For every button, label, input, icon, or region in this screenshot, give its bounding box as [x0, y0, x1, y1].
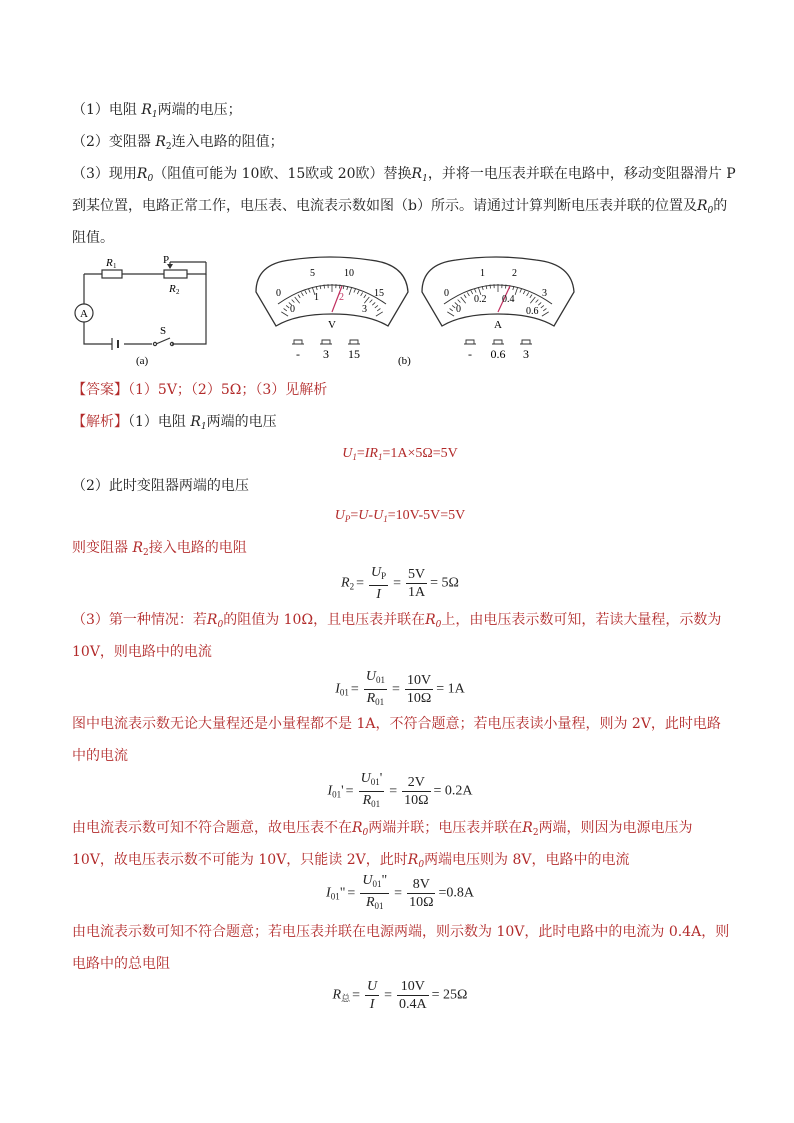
voltmeter-top-10: 10	[344, 268, 354, 279]
analysis-case1-line1: （3）第一种情况：若$R_0$的阻值为 10Ω，且电压表并联在$R_0$上，由电压表示数可知，若读大量程，示数为	[72, 612, 722, 630]
voltmeter	[256, 257, 408, 361]
voltmeter-bottom-0: 0	[290, 304, 295, 315]
ammeter-top-0: 0	[444, 288, 449, 299]
meter-tick	[475, 289, 477, 293]
meter-tick	[377, 309, 380, 311]
analysis-case3-line2: 电路中的总电阻	[72, 956, 170, 972]
equation-7: $R_总$ = $\frac{U}{I}$ = $\frac{10V}{0.4A}$ = 25Ω	[332, 979, 468, 1012]
meter-tick	[301, 292, 303, 296]
caption-a: (a)	[136, 355, 149, 367]
analysis-2: （2）此时变阻器两端的电压	[72, 478, 249, 494]
voltmeter-top-5: 5	[310, 268, 315, 279]
ammeter-top-3: 3	[542, 288, 547, 299]
meter-tick	[364, 295, 366, 298]
ammeter-bottom-0-4: 0.4	[502, 294, 515, 305]
meter-tick	[450, 309, 453, 311]
caption-b: (b)	[398, 355, 411, 367]
meter-tick	[536, 300, 539, 303]
meter-tick	[295, 297, 300, 303]
voltmeter-bottom-2: 2	[339, 292, 344, 303]
meter-tick	[543, 309, 546, 311]
voltmeter-unit: V	[328, 319, 336, 331]
voltmeter-bottom-3: 3	[362, 304, 367, 315]
question-3-line2: 到某位置，电路正常工作，电压表、电流表示数如图（b）所示。请通过计算判断电压表并联的位置及$R_0$的	[72, 198, 728, 216]
voltmeter-top-0: 0	[276, 288, 281, 299]
meter-tick	[515, 287, 518, 295]
meter-tick	[372, 302, 375, 305]
meter-tick	[523, 291, 525, 295]
meter-tick	[541, 305, 544, 308]
question-2: （2）变阻器 $R_2$连入电路的阻值；	[72, 134, 284, 152]
ammeter-terminal-0-6: 0.6	[490, 347, 506, 361]
r1-label: R	[106, 257, 113, 269]
meter-tick	[370, 300, 373, 303]
meter-tick	[376, 312, 383, 316]
r2-label: R	[169, 283, 176, 295]
question-3-line1: （3）现用$R_0$（阻值可能为 10欧、15欧或 20欧）替换$R_1$，并将一电压表并联在电路中，移动变阻器滑片 P	[72, 166, 736, 184]
meter-tick	[520, 289, 522, 293]
ammeter-bottom-0: 0	[456, 304, 461, 315]
meter-tick	[464, 295, 466, 298]
ammeter-top-1: 1	[480, 268, 485, 279]
figure	[72, 252, 592, 370]
analysis-case2-line1: 由电流表示数可知不符合题意，故电压表不在$R_0$两端并联；电压表并联在$R_2$两端，则因为电源电压为	[72, 820, 693, 838]
meter-tick	[340, 285, 341, 289]
slider-p-label: P	[163, 254, 170, 266]
ammeter-bottom-0-2: 0.2	[474, 294, 487, 305]
meter-tick	[461, 297, 466, 303]
voltmeter-terminal-3: 3	[323, 347, 329, 361]
meter-tick	[530, 297, 535, 303]
ammeter-top-2: 2	[512, 268, 517, 279]
meter-tick	[305, 291, 307, 295]
meter-tick	[309, 289, 311, 293]
equation-3: $R_2$ = $\frac{U_P}{I}$ = $\frac{5V}{1A}$ = 5Ω	[341, 565, 459, 602]
meter-tick	[324, 285, 325, 289]
ammeter	[422, 257, 574, 361]
r2-label-sub: 2	[176, 288, 180, 296]
equation-2: $U_P=U-U_1=10V-5V=5V$	[334, 508, 466, 524]
analysis-label: 【解析】	[72, 414, 128, 430]
equation-4: $I_{01}$ = $\frac{U_{01}}{R_{01}}$ = $\frac{10V}{10\Omega}$ = 1A	[335, 669, 465, 707]
meter-tick	[298, 295, 300, 298]
meter-tick	[467, 292, 469, 296]
equation-5: $I_{01}'$ = $\frac{U_{01}'}{R_{01}}$ = $\frac{2V}{10\Omega}$ = 0.2A	[327, 771, 473, 809]
analysis-case1-line2: 10V，则电路中的电流	[72, 644, 212, 660]
analysis-1: 【解析】（1）电阻 $R_1$两端的电压	[72, 414, 277, 432]
question-1: （1）电阻 $R_1$两端的电压；	[72, 102, 242, 120]
meter-tick	[452, 305, 455, 308]
meter-tick	[281, 312, 288, 316]
meter-tick	[471, 291, 473, 295]
voltmeter-terminal-15: 15	[348, 347, 360, 361]
equation-6: $I_{01}$" = $\frac{U_{01}"}{R_{01}}$ = $\frac{8V}{10\Omega}$ =0.8A	[326, 873, 474, 911]
analysis-case1-line3: 图中电流表示数无论大量程还是小量程都不是 1A，不符合题意；若电压表读小量程，则为 2V，此时电路	[72, 716, 721, 732]
voltmeter-top-15: 15	[374, 288, 384, 299]
meter-tick	[354, 289, 356, 293]
meter-tick	[458, 300, 461, 303]
ammeter-terminal-neg: -	[468, 347, 472, 361]
ammeter-symbol: A	[80, 308, 88, 320]
meter-tick	[357, 291, 359, 295]
analysis-3: 则变阻器 $R_2$接入电路的电阻	[72, 540, 247, 558]
meter-tick	[361, 292, 363, 296]
meter-tick	[538, 302, 541, 305]
meter-tick	[292, 300, 295, 303]
meter-tick	[490, 285, 491, 289]
switch-label: S	[160, 325, 167, 337]
analysis-case1-line4: 中的电流	[72, 748, 128, 764]
meter-tick	[364, 297, 369, 303]
analysis-case3-line1: 由电流表示数可知不符合题意；若电压表并联在电源两端，则示数为 10V，此时电路中的电流为 0.4A，则	[72, 924, 730, 940]
meter-tick	[284, 309, 287, 311]
analysis-case2-line2: 10V，故电压表示数不可能为 10V，只能读 2V，此时$R_0$两端电压则为 8V，电路中的电流	[72, 852, 630, 870]
answer	[72, 380, 327, 400]
meter-tick	[375, 305, 378, 308]
equation-1: $U_1=IR_1=1A\times 5\Omega=5V$	[342, 446, 458, 462]
meter-tick	[530, 295, 532, 298]
voltmeter-terminal-neg: -	[296, 347, 300, 361]
ammeter-bottom-0-6: 0.6	[526, 306, 539, 317]
meter-tick	[447, 312, 454, 316]
meter-tick	[349, 287, 352, 295]
ammeter-terminal-3: 3	[523, 347, 529, 361]
meter-tick	[527, 292, 529, 296]
answer-label: 【答案】	[72, 382, 128, 398]
question-3-line3: 阻值。	[72, 230, 114, 246]
r1-label-sub: 1	[113, 262, 117, 270]
meter-tick	[286, 305, 289, 308]
meter-tick	[506, 285, 507, 289]
circuit-diagram	[75, 262, 206, 350]
voltmeter-bottom-1: 1	[314, 292, 319, 303]
meter-tick	[542, 312, 549, 316]
answer-text: （1）5V；（2）5Ω；（3）见解析	[128, 382, 328, 398]
ammeter-unit: A	[494, 319, 502, 331]
